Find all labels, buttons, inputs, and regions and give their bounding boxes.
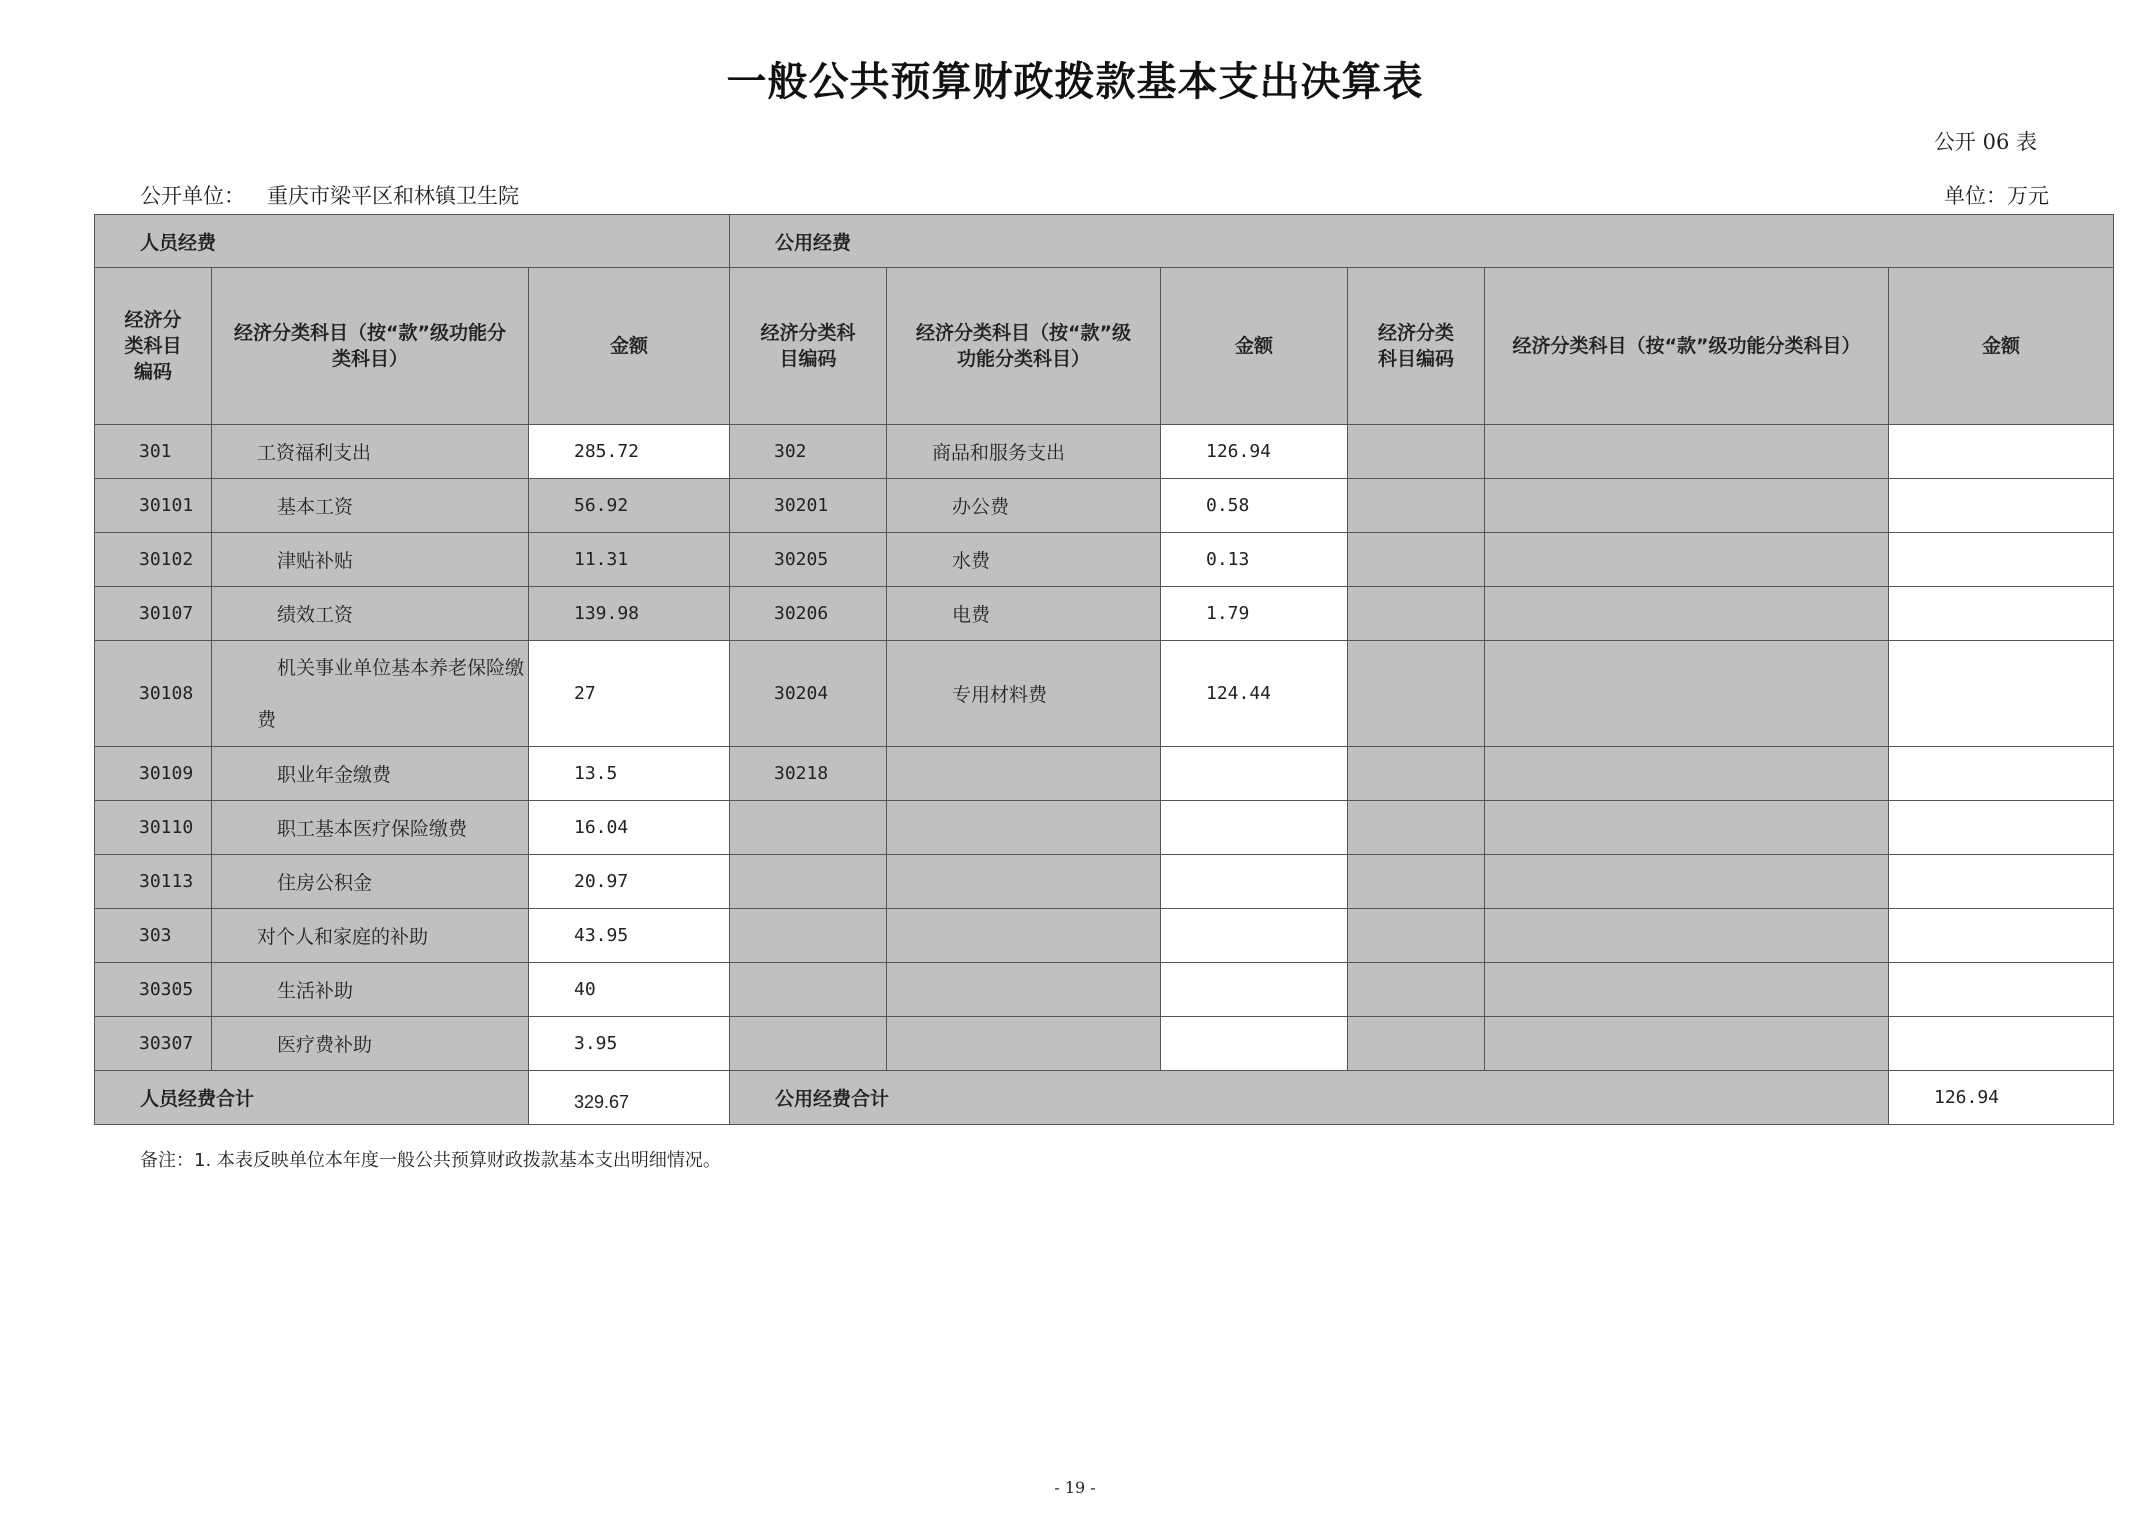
public-code — [730, 855, 887, 909]
public-amount-2 — [1889, 801, 2114, 855]
public-code — [730, 963, 887, 1017]
personnel-name: 机关事业单位基本养老保险缴费 — [212, 641, 529, 747]
personnel-code: 30113 — [95, 855, 212, 909]
table-row — [95, 747, 2114, 801]
table-row — [95, 479, 2114, 533]
table-row — [95, 801, 2114, 855]
public-code-2 — [1348, 963, 1485, 1017]
personnel-code: 30101 — [95, 479, 212, 533]
table-row — [95, 1017, 2114, 1071]
public-name-2 — [1485, 855, 1889, 909]
header-code-personnel: 经济分类科目编码 — [95, 268, 212, 425]
public-name: 电费 — [887, 587, 1161, 641]
personnel-amount: 16.04 — [529, 801, 730, 855]
public-total-label: 公用经费合计 — [730, 1071, 1889, 1125]
public-amount: 1.79 — [1161, 587, 1348, 641]
header-amount-public-1: 金额 — [1161, 268, 1348, 425]
personnel-total-label: 人员经费合计 — [95, 1071, 529, 1125]
public-code — [730, 801, 887, 855]
public-code: 30205 — [730, 533, 887, 587]
page-title: 一般公共预算财政拨款基本支出决算表 — [726, 59, 1424, 105]
public-code-2 — [1348, 533, 1485, 587]
public-amount-2 — [1889, 425, 2114, 479]
personnel-name: 工资福利支出 — [212, 425, 529, 479]
public-code-2 — [1348, 587, 1485, 641]
public-code — [730, 909, 887, 963]
personnel-code: 30108 — [95, 641, 212, 747]
public-code: 30204 — [730, 641, 887, 747]
public-code-2 — [1348, 747, 1485, 801]
personnel-name: 基本工资 — [212, 479, 529, 533]
reporting-unit — [140, 180, 519, 210]
footnote: 备注：1. 本表反映单位本年度一般公共预算财政拨款基本支出明细情况。 — [140, 1150, 721, 1171]
public-name-2 — [1485, 909, 1889, 963]
public-name-2 — [1485, 425, 1889, 479]
personnel-amount: 40 — [529, 963, 730, 1017]
public-amount-2 — [1889, 479, 2114, 533]
personnel-name: 津贴补贴 — [212, 533, 529, 587]
table-row — [95, 963, 2114, 1017]
personnel-code: 30102 — [95, 533, 212, 587]
header-name-public-1: 经济分类科目（按“款”级功能分类科目） — [887, 268, 1161, 425]
public-amount-2 — [1889, 641, 2114, 747]
public-name-2 — [1485, 533, 1889, 587]
personnel-code: 301 — [95, 425, 212, 479]
section-public: 公用经费 — [730, 215, 2114, 268]
personnel-code: 30110 — [95, 801, 212, 855]
personnel-amount: 27 — [529, 641, 730, 747]
public-amount — [1161, 855, 1348, 909]
personnel-total-value: 329.67 — [529, 1071, 730, 1125]
personnel-amount: 3.95 — [529, 1017, 730, 1071]
public-name-2 — [1485, 747, 1889, 801]
public-code-2 — [1348, 479, 1485, 533]
public-name-2 — [1485, 963, 1889, 1017]
public-amount-2 — [1889, 1017, 2114, 1071]
form-number: 公开 06 表 — [1933, 130, 2037, 154]
public-amount-2 — [1889, 747, 2114, 801]
reporting-unit-label: 公开单位： — [140, 184, 245, 208]
public-code: 30218 — [730, 747, 887, 801]
currency-unit: 单位：万元 — [1944, 184, 2049, 208]
public-name — [887, 963, 1161, 1017]
personnel-code: 30107 — [95, 587, 212, 641]
personnel-name: 住房公积金 — [212, 855, 529, 909]
public-code-2 — [1348, 1017, 1485, 1071]
header-name-personnel: 经济分类科目（按“款”级功能分类科目） — [212, 268, 529, 425]
public-amount: 0.58 — [1161, 479, 1348, 533]
public-code-2 — [1348, 425, 1485, 479]
public-name: 办公费 — [887, 479, 1161, 533]
public-amount: 0.13 — [1161, 533, 1348, 587]
table-row — [95, 641, 2114, 747]
personnel-amount: 285.72 — [529, 425, 730, 479]
personnel-name: 对个人和家庭的补助 — [212, 909, 529, 963]
public-name-2 — [1485, 801, 1889, 855]
header-amount-public-2: 金额 — [1889, 268, 2114, 425]
personnel-name: 医疗费补助 — [212, 1017, 529, 1071]
section-personnel: 人员经费 — [95, 215, 730, 268]
personnel-name: 职工基本医疗保险缴费 — [212, 801, 529, 855]
public-amount — [1161, 1017, 1348, 1071]
public-code-2 — [1348, 801, 1485, 855]
page-number: - 19 - — [1054, 1478, 1096, 1497]
personnel-name: 生活补助 — [212, 963, 529, 1017]
personnel-code: 303 — [95, 909, 212, 963]
public-amount: 124.44 — [1161, 641, 1348, 747]
personnel-code: 30307 — [95, 1017, 212, 1071]
table-row — [95, 533, 2114, 587]
public-name — [887, 747, 1161, 801]
public-amount-2 — [1889, 533, 2114, 587]
table-row — [95, 909, 2114, 963]
public-name — [887, 855, 1161, 909]
public-amount: 126.94 — [1161, 425, 1348, 479]
public-name — [887, 1017, 1161, 1071]
budget-table — [94, 214, 2114, 1125]
header-name-public-2: 经济分类科目（按“款”级功能分类科目） — [1485, 268, 1889, 425]
table-row — [95, 587, 2114, 641]
header-amount-personnel: 金额 — [529, 268, 730, 425]
public-code — [730, 1017, 887, 1071]
personnel-name: 职业年金缴费 — [212, 747, 529, 801]
public-code: 302 — [730, 425, 887, 479]
personnel-code: 30109 — [95, 747, 212, 801]
public-name: 商品和服务支出 — [887, 425, 1161, 479]
public-name: 水费 — [887, 533, 1161, 587]
personnel-amount: 43.95 — [529, 909, 730, 963]
totals-row — [95, 1071, 2114, 1125]
public-amount-2 — [1889, 587, 2114, 641]
public-amount — [1161, 909, 1348, 963]
personnel-amount: 139.98 — [529, 587, 730, 641]
public-name-2 — [1485, 587, 1889, 641]
public-name — [887, 909, 1161, 963]
table-row — [95, 855, 2114, 909]
table-row — [95, 425, 2114, 479]
personnel-amount: 11.31 — [529, 533, 730, 587]
public-name-2 — [1485, 641, 1889, 747]
public-total-value: 126.94 — [1889, 1071, 2114, 1125]
public-code: 30201 — [730, 479, 887, 533]
header-code-public-1: 经济分类科目编码 — [730, 268, 887, 425]
public-name-2 — [1485, 479, 1889, 533]
public-code-2 — [1348, 641, 1485, 747]
public-amount — [1161, 963, 1348, 1017]
public-code-2 — [1348, 909, 1485, 963]
public-name: 专用材料费 — [887, 641, 1161, 747]
personnel-amount: 20.97 — [529, 855, 730, 909]
personnel-amount: 13.5 — [529, 747, 730, 801]
public-amount-2 — [1889, 855, 2114, 909]
personnel-code: 30305 — [95, 963, 212, 1017]
personnel-name: 绩效工资 — [212, 587, 529, 641]
public-amount-2 — [1889, 963, 2114, 1017]
personnel-amount: 56.92 — [529, 479, 730, 533]
public-name-2 — [1485, 1017, 1889, 1071]
public-name — [887, 801, 1161, 855]
reporting-unit-name: 重庆市梁平区和林镇卫生院 — [267, 184, 519, 208]
header-code-public-2: 经济分类科目编码 — [1348, 268, 1485, 425]
public-amount — [1161, 747, 1348, 801]
public-code-2 — [1348, 855, 1485, 909]
public-amount-2 — [1889, 909, 2114, 963]
public-amount — [1161, 801, 1348, 855]
public-code: 30206 — [730, 587, 887, 641]
